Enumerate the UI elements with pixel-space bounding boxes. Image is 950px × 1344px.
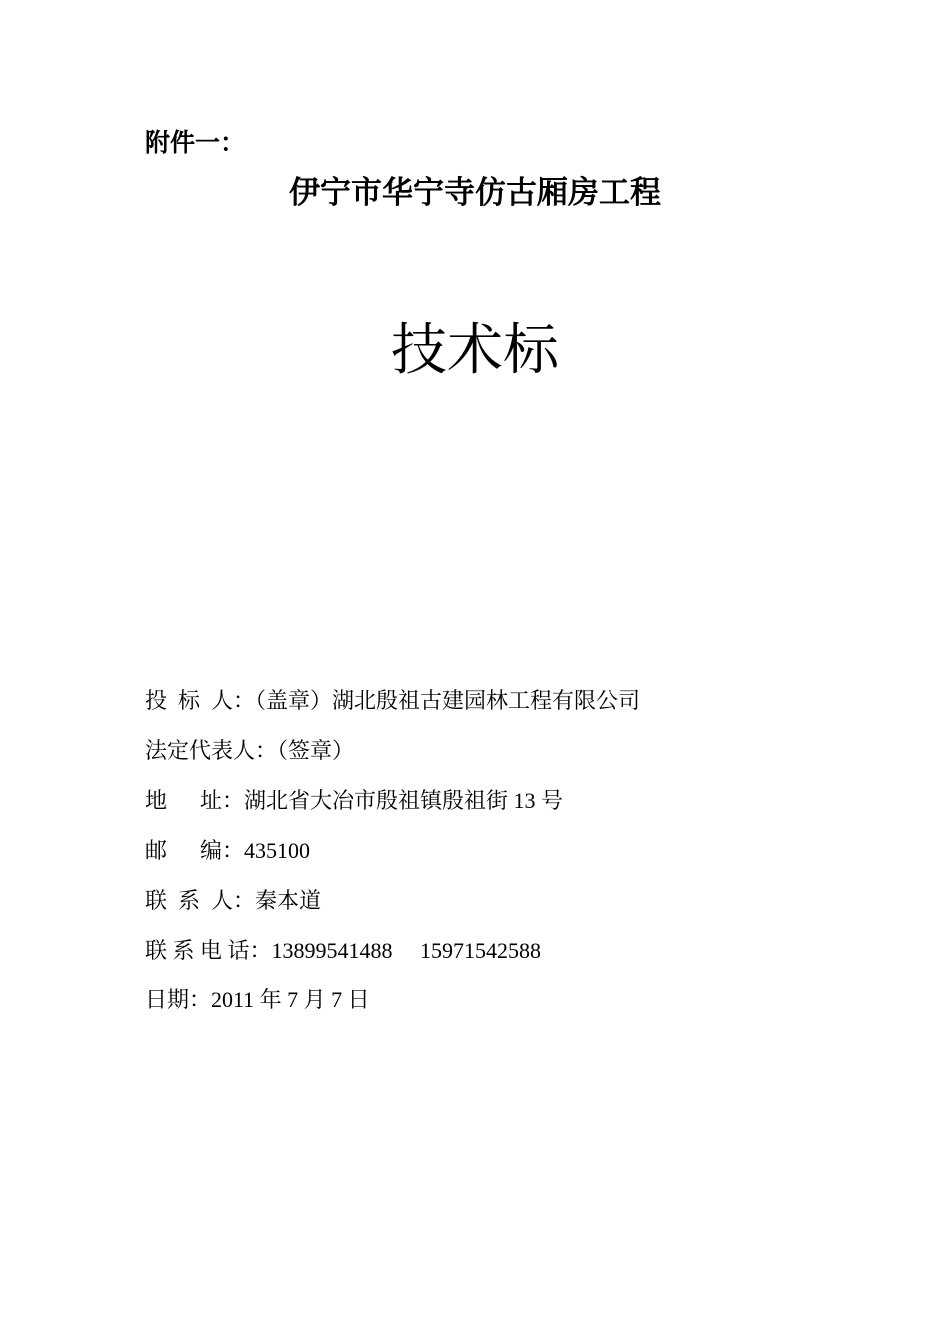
contact-person-line: 联 系 人：秦本道	[145, 888, 322, 913]
postcode-line: 邮 编：435100	[145, 838, 311, 863]
annex-label: 附件一：	[145, 128, 246, 157]
address-line: 地 址：湖北省大冶市殷祖镇殷祖街 13 号	[145, 788, 564, 813]
phone-line: 联 系 电 话：13899541488 15971542588	[145, 938, 542, 963]
date-line: 日期：2011 年 7 月 7 日	[145, 987, 370, 1012]
bidder-line: 投 标 人：（盖章）湖北殷祖古建园林工程有限公司	[145, 688, 641, 713]
project-title: 伊宁市华宁寺仿古厢房工程	[289, 175, 661, 211]
legal-representative-line: 法定代表人：（签章）	[145, 738, 355, 763]
document-type-title: 技术标	[391, 318, 559, 383]
